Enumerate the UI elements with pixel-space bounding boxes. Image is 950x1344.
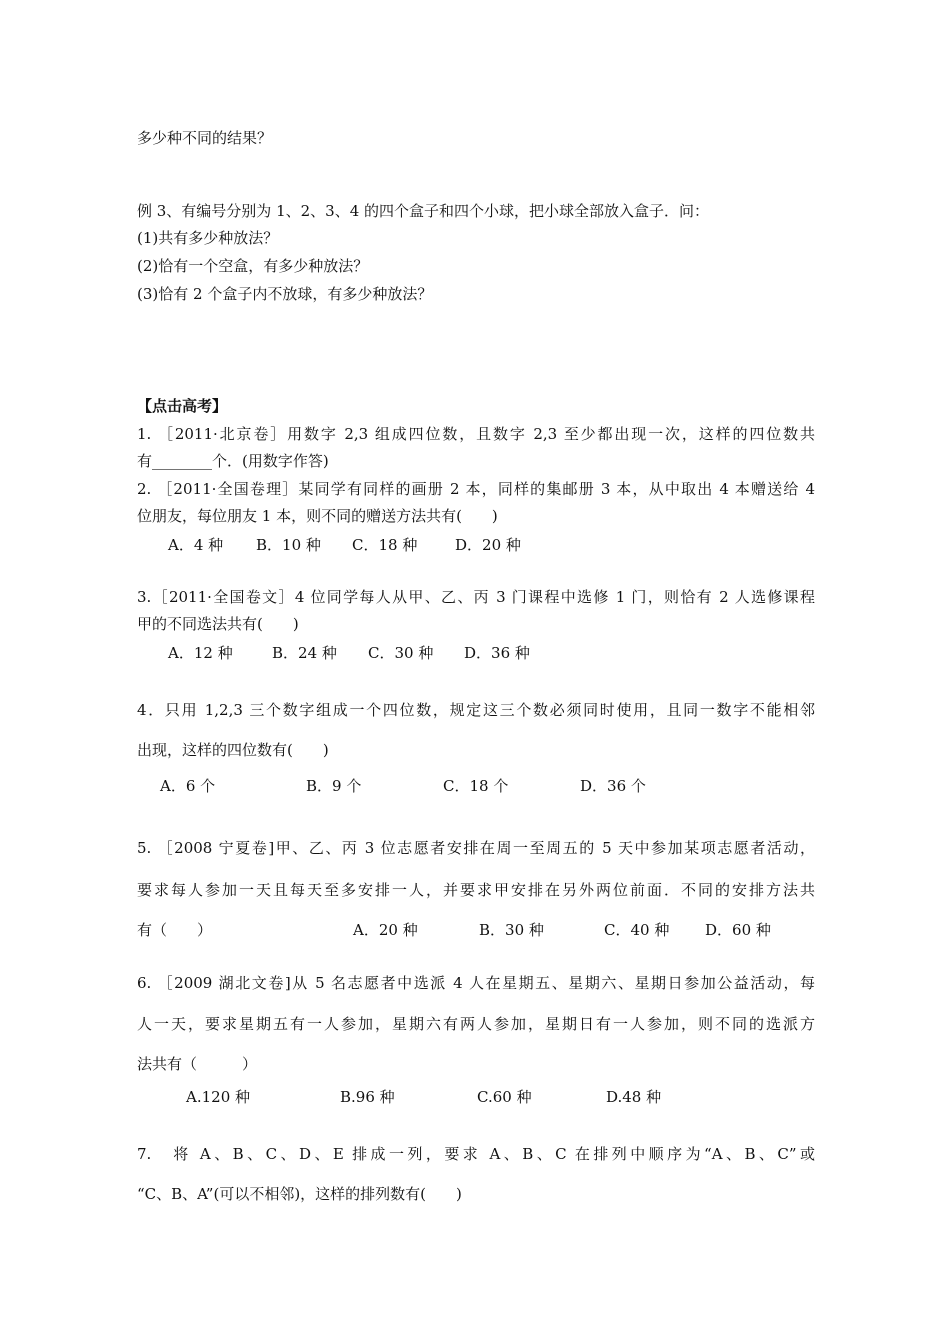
example3-q2: (2)恰有一个空盒，有多少种放法？ — [137, 257, 369, 275]
problem2-line1: 2. ［2011·全国卷理］某同学有同样的画册 2 本，同样的集邮册 3 本，从中取出 4 本赠送给 4 — [137, 480, 815, 498]
problem1-line1: 1. ［2011·北京卷］用数字 2,3 组成四位数，且数字 2,3 至少都出现一次，这样的四位数共 — [137, 425, 815, 443]
problem5-line2: 要求每人参加一天且每天至多安排一人，并要求甲安排在另外两位前面．不同的安排方法共 — [137, 881, 815, 899]
problem2-option-a: A．4 种 — [168, 536, 224, 554]
problem2-option-b: B．10 种 — [256, 536, 321, 554]
intro-line: 多少种不同的结果？ — [137, 129, 273, 147]
problem5-line3: 有（ ） — [137, 921, 213, 939]
problem5-option-d: D．60 种 — [705, 921, 771, 939]
section-title: 【点击高考】 — [137, 397, 228, 415]
problem2-line2: 位朋友，每位朋友 1 本，则不同的赠送方法共有( ) — [137, 507, 498, 525]
problem3-line1: 3.［2011·全国卷文］4 位同学每人从甲、乙、丙 3 门课程中选修 1 门，则恰有 2 人选修课程 — [137, 588, 815, 606]
example3-q3: (3)恰有 2 个盒子内不放球，有多少种放法？ — [137, 285, 433, 303]
problem5-line1: 5. ［2008 宁夏卷]甲、乙、丙 3 位志愿者安排在周一至周五的 5 天中参加某项志愿者活动， — [137, 839, 815, 857]
problem3-option-d: D．36 种 — [464, 644, 530, 662]
example3-q1: (1)共有多少种放法？ — [137, 229, 279, 247]
problem5-option-b: B．30 种 — [479, 921, 544, 939]
problem6-line1: 6. ［2009 湖北文卷]从 5 名志愿者中选派 4 人在星期五、星期六、星期日参加公益活动，每 — [137, 974, 815, 992]
problem2-option-c: C．18 种 — [352, 536, 418, 554]
problem4-line1: 4．只用 1,2,3 三个数字组成一个四位数，规定这三个数必须同时使用，且同一数字不能相邻 — [137, 701, 815, 719]
problem3-line2: 甲的不同选法共有( ) — [137, 615, 299, 633]
problem3-option-b: B．24 种 — [272, 644, 337, 662]
problem6-line2: 人一天，要求星期五有一人参加，星期六有两人参加，星期日有一人参加，则不同的选派方 — [137, 1015, 815, 1033]
problem7-line1: 7. 将 A、B、C、D、E 排成一列，要求 A、B、C 在排列中顺序为“A、B、C”或 — [137, 1145, 815, 1163]
problem6-option-b: B.96 种 — [340, 1088, 395, 1106]
problem6-option-d: D.48 种 — [606, 1088, 662, 1106]
problem6-option-a: A.120 种 — [186, 1088, 250, 1106]
problem1-line2: 有________个．(用数字作答) — [137, 452, 329, 470]
example3-stem: 例 3、有编号分别为 1、2、3、4 的四个盒子和四个小球，把小球全部放入盒子．问： — [137, 202, 710, 220]
problem3-option-c: C．30 种 — [368, 644, 434, 662]
problem4-option-d: D．36 个 — [580, 777, 646, 795]
problem6-line3: 法共有（ ） — [137, 1055, 258, 1073]
problem4-option-c: C．18 个 — [443, 777, 509, 795]
problem4-line2: 出现，这样的四位数有( ) — [137, 741, 329, 759]
problem5-option-a: A．20 种 — [353, 921, 418, 939]
problem4-option-a: A．6 个 — [160, 777, 216, 795]
problem5-option-c: C．40 种 — [604, 921, 670, 939]
problem3-option-a: A．12 种 — [168, 644, 233, 662]
problem2-option-d: D．20 种 — [455, 536, 521, 554]
problem7-line2: “C、B、A”(可以不相邻)，这样的排列数有( ) — [137, 1185, 462, 1203]
problem6-option-c: C.60 种 — [477, 1088, 532, 1106]
problem4-option-b: B．9 个 — [306, 777, 362, 795]
